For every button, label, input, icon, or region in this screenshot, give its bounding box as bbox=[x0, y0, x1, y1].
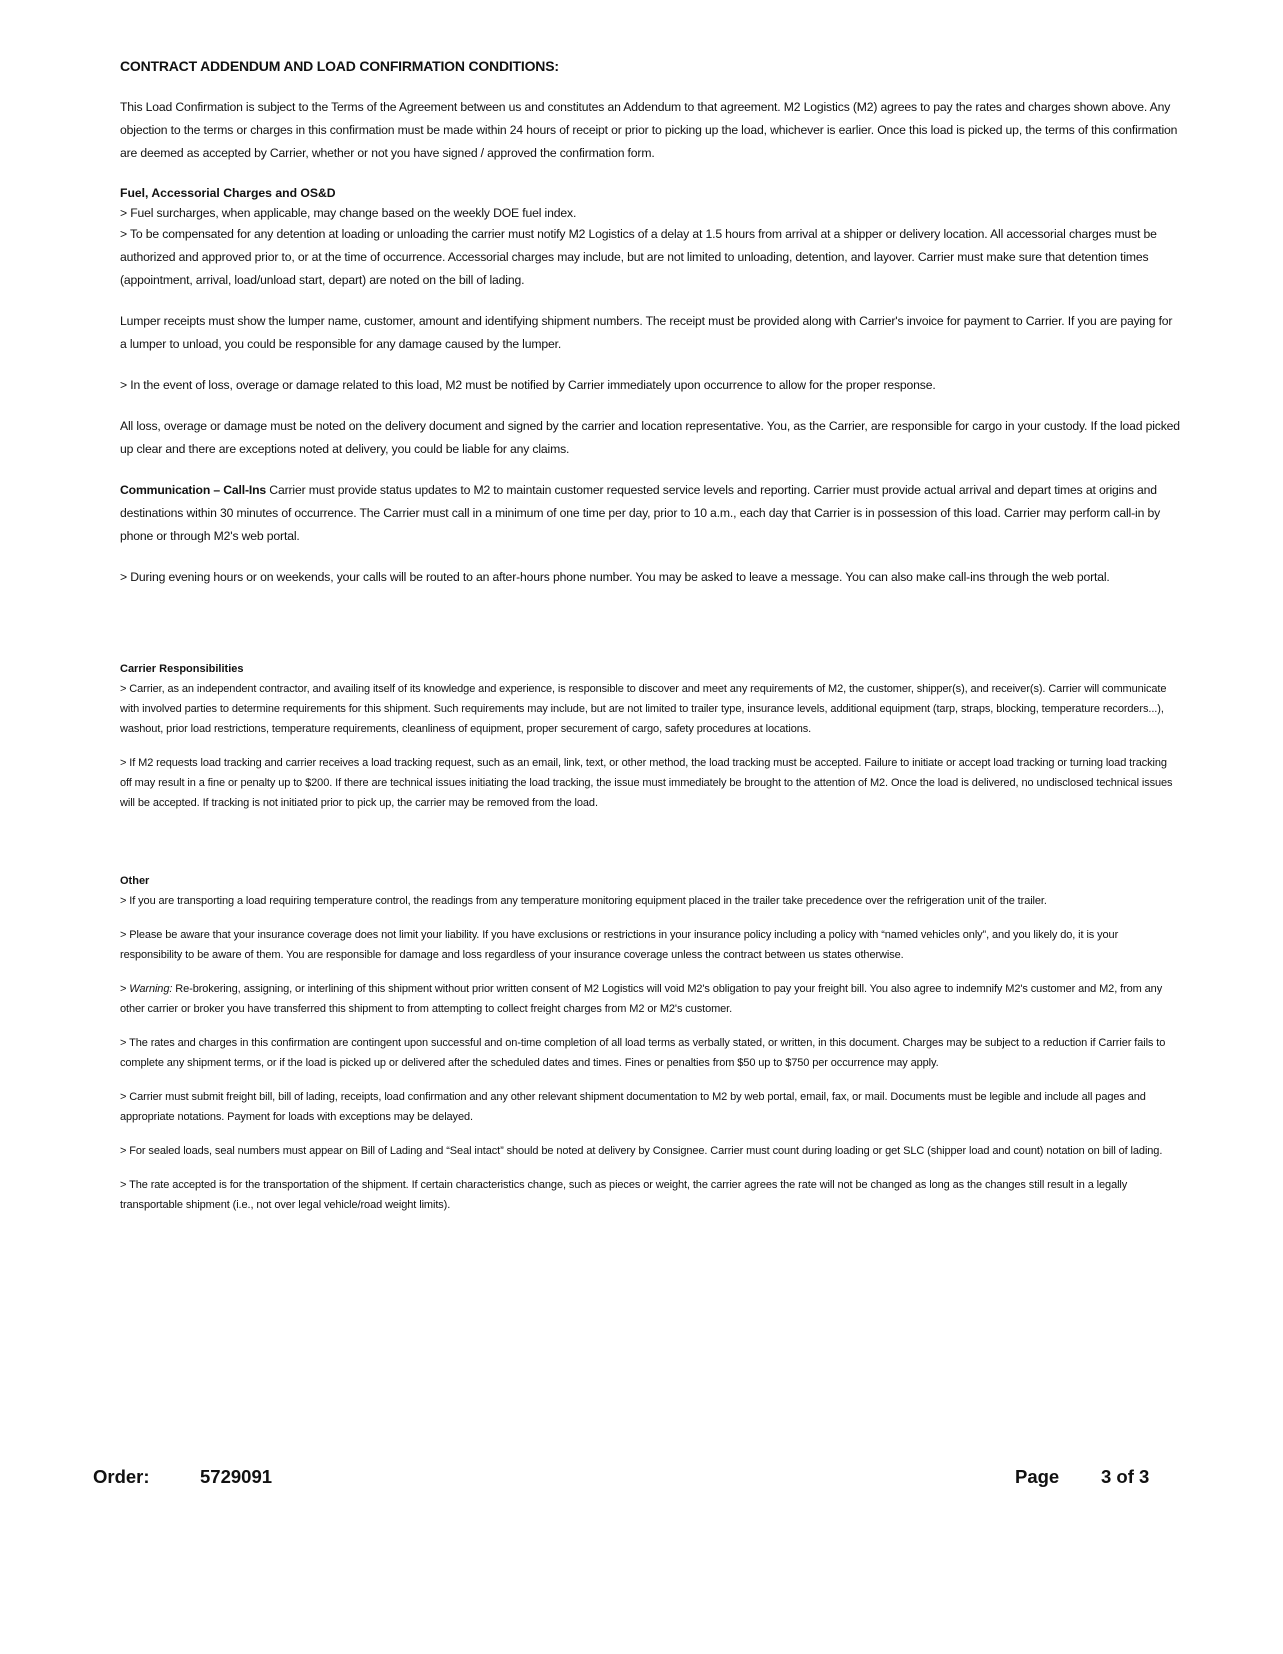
page-label: Page bbox=[1015, 1466, 1060, 1487]
carrier-responsibilities-paragraph-1: > Carrier, as an independent contractor, and availing itself of its knowledge and experience, is responsible to discover and meet any requirements of M2, the customer, shipper(s), and receiver(s). Carrier will communicate with involved parties to determine requirements for this shipment. Such requirements may include, but are not limited to trailer type, insurance levels, additional equipment (tarp, straps, blocking, temperature recorders...), washout, prior load restrictions, temperature requirements, cleanliness of equipment, proper securement of cargo, safety procedures at locations. bbox=[120, 683, 1167, 735]
page-footer bbox=[93, 1466, 1173, 1494]
page-number: 3 of 3 bbox=[1101, 1466, 1150, 1487]
other-heading: Other bbox=[120, 875, 150, 887]
other-paragraph-5: > Carrier must submit freight bill, bill of lading, receipts, load confirmation and any other relevant shipment documentation to M2 by web portal, email, fax, or mail. Documents must be legible and include all pages and appropriate notations. Payment for loads with exceptions may be delayed. bbox=[120, 1091, 1146, 1123]
other-paragraph-4: > The rates and charges in this confirmation are contingent upon successful and on-time completion of all load terms as verbally stated, or written, in this document. Charges may be subject to a reduction if Carrier fails to complete any shipment terms, or if the load is picked up or delivered after the scheduled dates and times. Fines or penalties from $50 up to $750 per occurrence may apply. bbox=[120, 1037, 1166, 1069]
fuel-line-1: > Fuel surcharges, when applicable, may change based on the weekly DOE fuel index. bbox=[120, 206, 577, 220]
loss-noted-paragraph: All loss, overage or damage must be noted on the delivery document and signed by the carrier and location representative. You, as the Carrier, are responsible for cargo in your custody. If the load picked up clear and there are exceptions noted at delivery, you could be liable for any claims. bbox=[120, 419, 1180, 456]
other-paragraph-2: > Please be aware that your insurance coverage does not limit your liability. If you have exclusions or restrictions in your insurance policy including a policy with “named vehicles only”, and you likely do, it is your responsibility to be aware of them. You are responsible for damage and loss regardless of your insurance coverage unless the contract between us states otherwise. bbox=[120, 929, 1119, 961]
loss-notify-paragraph: > In the event of loss, overage or damage related to this load, M2 must be notified by Carrier immediately upon occurrence to allow for the proper response. bbox=[120, 378, 936, 392]
carrier-responsibilities-paragraph-2: > If M2 requests load tracking and carrier receives a load tracking request, such as an email, link, text, or other method, the load tracking must be accepted. Failure to initiate or accept load tracking or turning load tracking off may result in a fine or penalty up to $200. If there are technical issues initiating the load tracking, the issue must immediately be brought to the attention of M2. Once the load is delivered, no undisclosed technical issues will be accepted. If tracking is not initiated prior to pick up, the carrier may be removed from the load. bbox=[120, 757, 1173, 809]
carrier-responsibilities-section bbox=[120, 659, 1180, 813]
spacer bbox=[120, 607, 1180, 659]
communication-lead: Communication – Call-Ins bbox=[120, 483, 267, 497]
other-paragraph-7: > The rate accepted is for the transportation of the shipment. If certain characteristics change, such as pieces or weight, the carrier agrees the rate will not be changed as long as the changes still result in a legally transportable shipment (i.e., not over legal vehicle/road weight limits). bbox=[120, 1179, 1128, 1211]
intro-paragraph: This Load Confirmation is subject to the Terms of the Agreement between us and constitutes an Addendum to that agreement. M2 Logistics (M2) agrees to pay the rates and charges shown above. Any objection to the terms or charges in this confirmation must be made within 24 hours of receipt or prior to picking up the load, whichever is earlier. Once this load is picked up, the terms of this confirmation are deemed as accepted by Carrier, whether or not you have signed / approved the confirmation form. bbox=[120, 100, 1178, 160]
communication-text: Carrier must provide status updates to M2 to maintain customer requested service levels and reporting. Carrier must provide actual arrival and depart times at origins and destinations within 30 minutes of occurrence. The Carrier must call in a minimum of one time per day, prior to 10 a.m., each day that Carrier is in possession of this load. Carrier may perform call-in by phone or through M2's web portal. bbox=[120, 483, 1161, 543]
communication-section bbox=[120, 479, 1180, 589]
page-title: CONTRACT ADDENDUM AND LOAD CONFIRMATION CONDITIONS: bbox=[120, 58, 559, 74]
warning-text: Re-brokering, assigning, or interlining of this shipment without prior written consent of M2 Logistics will void M2's obligation to pay your freight bill. You also agree to indemnify M2's customer and M2, from any other carrier or broker you have transferred this shipment to from attempting to collect freight charges from M2 or M2's customer. bbox=[120, 983, 1163, 1015]
other-paragraph-1: > If you are transporting a load requiring temperature control, the readings from any temperature monitoring equipment placed in the trailer take precedence over the refrigeration unit of the trailer. bbox=[120, 895, 1047, 907]
other-paragraph-6: > For sealed loads, seal numbers must appear on Bill of Lading and “Seal intact” should be noted at delivery by Consignee. Carrier must count during loading or get SLC (shipper load and count) notation on bill of lading. bbox=[120, 1145, 1163, 1157]
order-number: 5729091 bbox=[200, 1466, 273, 1487]
fuel-heading: Fuel, Accessorial Charges and OS&D bbox=[120, 186, 336, 200]
warning-prefix: > bbox=[120, 983, 130, 995]
document-body bbox=[120, 58, 1180, 1229]
other-section bbox=[120, 871, 1180, 1215]
lumper-paragraph: Lumper receipts must show the lumper name, customer, amount and identifying shipment numbers. The receipt must be provided along with Carrier's invoice for payment to Carrier. If you are paying for a lumper to unload, you could be responsible for any damage caused by the lumper. bbox=[120, 314, 1173, 351]
spacer bbox=[120, 827, 1180, 871]
warning-label: Warning: bbox=[129, 983, 173, 995]
other-paragraph-3 bbox=[120, 979, 1180, 1019]
carrier-responsibilities-heading: Carrier Responsibilities bbox=[120, 663, 244, 675]
evening-paragraph: > During evening hours or on weekends, your calls will be routed to an after-hours phone number. You may be asked to leave a message. You can also make call-ins through the web portal. bbox=[120, 570, 1110, 584]
communication-paragraph bbox=[120, 479, 1180, 548]
fuel-section bbox=[120, 183, 1180, 461]
order-label: Order: bbox=[93, 1466, 150, 1487]
fuel-line-2: > To be compensated for any detention at loading or unloading the carrier must notify M2 Logistics of a delay at 1.5 hours from arrival at a shipper or delivery location. All accessorial charges must be authorized and approved prior to, or at the time of occurrence. Accessorial charges may include, but are not limited to unloading, detention, and layover. Carrier must make sure that detention times (appointment, arrival, load/unload start, depart) are noted on the bill of lading. bbox=[120, 227, 1157, 287]
